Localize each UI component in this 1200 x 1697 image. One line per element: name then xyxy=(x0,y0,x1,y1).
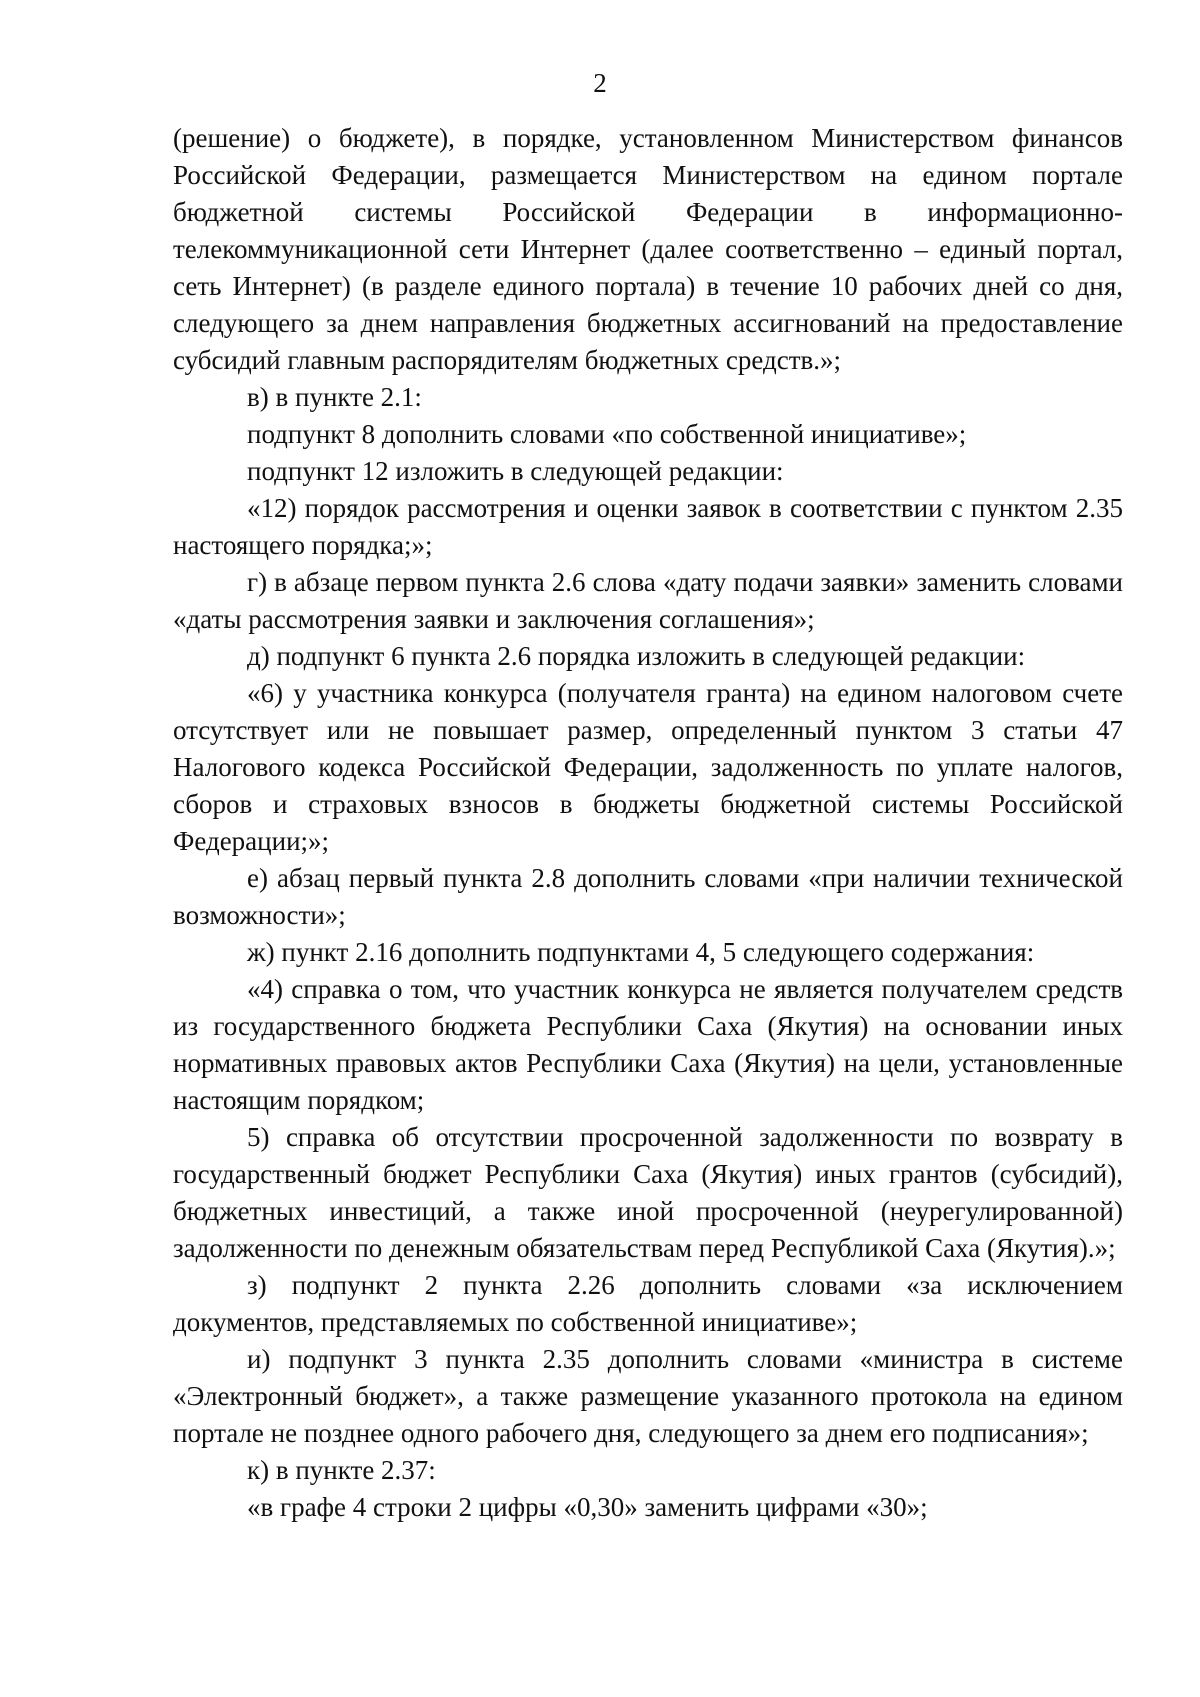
paragraph-item-zh-4: «4) справка о том, что участник конкурса не является получателем средств из государственного бюджета Республики Саха (Якутия) на основании иных нормативных правовых актов Республики Саха (Якутия) на цели, установленные настоящим порядком; xyxy=(173,974,1123,1115)
paragraph-subitem-12-text: «12) порядок рассмотрения и оценки заявок в соответствии с пунктом 2.35 настоящего порядка;»; xyxy=(173,493,1123,560)
paragraph-item-z: з) подпункт 2 пункта 2.26 дополнить словами «за исключением документов, представляемых по собственной инициативе»; xyxy=(173,1270,1123,1337)
paragraph-item-d-text: «6) у участника конкурса (получателя гранта) на едином налоговом счете отсутствует или не повышает размер, определенный пунктом 3 статьи 47 Налогового кодекса Российской Федерации, задолженность по уплате налогов, сборов и страховых взносов в бюджеты бюджетной системы Российской Федерации;»; xyxy=(173,678,1123,856)
paragraph-item-k: к) в пункте 2.37: xyxy=(247,1455,436,1485)
paragraph-item-e: е) абзац первый пункта 2.8 дополнить словами «при наличии технической возможности»; xyxy=(173,863,1123,930)
paragraph-item-d: д) подпункт 6 пункта 2.6 порядка изложить в следующей редакции: xyxy=(247,641,1026,671)
paragraph-item-zh: ж) пункт 2.16 дополнить подпунктами 4, 5 следующего содержания: xyxy=(247,937,1035,967)
paragraph-item-zh-5: 5) справка об отсутствии просроченной задолженности по возврату в государственный бюджет Республики Саха (Якутия) иных грантов (субсидий), бюджетных инвестиций, а также иной просроченной (неурегулированной) задолженности по денежным обязательствам перед Республикой Саха (Якутия).»; xyxy=(173,1122,1123,1263)
paragraph-subitem-8: подпункт 8 дополнить словами «по собственной инициативе»; xyxy=(247,419,967,449)
paragraph-subitem-12: подпункт 12 изложить в следующей редакции: xyxy=(247,456,784,486)
paragraph-item-g: г) в абзаце первом пункта 2.6 слова «дату подачи заявки» заменить словами «даты рассмотрения заявки и заключения соглашения»; xyxy=(173,567,1123,634)
paragraph-item-i: и) подпункт 3 пункта 2.35 дополнить словами «министра в системе «Электронный бюджет», а также размещение указанного протокола на едином портале не позднее одного рабочего дня, следующего за днем его подписания»; xyxy=(173,1344,1123,1448)
document-body xyxy=(173,120,1123,1526)
paragraph-continuation: (решение) о бюджете), в порядке, установленном Министерством финансов Российской Федерации, размещается Министерством на едином портале бюджетной системы Российской Федерации в информационно-телекоммуникационной сети Интернет (далее соответственно – единый портал, сеть Интернет) (в разделе единого портала) в течение 10 рабочих дней со дня, следующего за днем направления бюджетных ассигнований на предоставление субсидий главным распорядителям бюджетных средств.»; xyxy=(173,123,1123,375)
page-number: 2 xyxy=(593,68,607,98)
paragraph-item-v: в) в пункте 2.1: xyxy=(247,382,422,412)
paragraph-item-k-text: «в графе 4 строки 2 цифры «0,30» заменить цифрами «30»; xyxy=(247,1492,928,1522)
